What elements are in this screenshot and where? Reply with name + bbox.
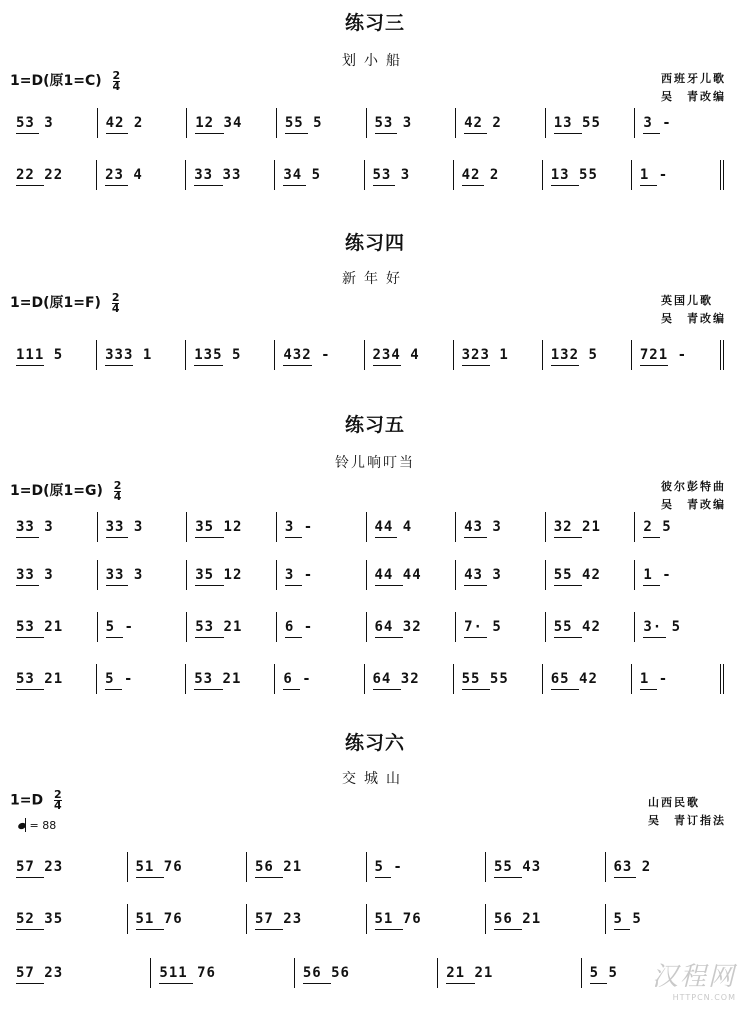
measure-notes: 53 3 [372, 167, 411, 183]
measure [96, 160, 185, 190]
measure [455, 560, 545, 590]
key-text: 1=D [10, 792, 44, 809]
song-title: 铃儿响叮当 [335, 455, 415, 471]
measure-notes: 2 5 [643, 519, 672, 535]
measure [276, 512, 366, 542]
measure-notes: 3 - [284, 567, 314, 583]
measure-notes: 7· 5 [464, 619, 502, 635]
credit-line: 英国儿歌 [661, 294, 713, 307]
measure-notes: 42 2 [461, 167, 500, 183]
measure [485, 904, 605, 934]
measure [186, 108, 276, 138]
measure [453, 664, 542, 694]
staff-row [14, 560, 724, 590]
measure [366, 904, 486, 934]
measure-notes: 42 2 [105, 115, 144, 131]
key-signature [10, 70, 120, 92]
measure [14, 512, 97, 542]
credit-line: 彼尔彭特曲 [661, 480, 726, 493]
measure [366, 108, 456, 138]
exercise-title: 练习四 [344, 232, 405, 254]
measure-notes: 3· 5 [643, 619, 682, 635]
measure-notes: 721 - [639, 347, 688, 363]
measure-notes: 6 - [284, 619, 314, 635]
measure [185, 340, 274, 370]
measure [14, 664, 96, 694]
key-text: 1=D(原1=F) [10, 295, 101, 311]
exercise-title: 练习六 [344, 732, 405, 754]
measure [185, 664, 274, 694]
staff-row [14, 612, 724, 642]
measure [14, 340, 96, 370]
measure-notes: 33 33 [194, 167, 242, 183]
time-signature: $\frac{2}{4}$ [111, 290, 120, 315]
measure-notes: 53 21 [16, 619, 64, 635]
credit-line: 吴 青改编 [661, 90, 726, 103]
measure-notes: 55 42 [553, 567, 601, 583]
watermark-url: HTTPCN.COM [672, 993, 736, 1002]
measure-notes: 55 43 [494, 859, 542, 875]
measure-notes: 55 42 [553, 619, 601, 635]
measure-notes: 3 - [284, 519, 314, 535]
measure [14, 108, 97, 138]
measure-notes: 5 - [105, 619, 134, 635]
measure [150, 958, 293, 988]
measure-notes: 53 3 [374, 115, 413, 131]
measure [364, 160, 453, 190]
measure [366, 852, 486, 882]
key-signature [10, 292, 119, 314]
staff-row [14, 160, 724, 190]
measure [455, 512, 545, 542]
measure [276, 108, 366, 138]
measure [274, 664, 363, 694]
staff-row [14, 512, 724, 542]
credit [661, 478, 726, 514]
measure-notes: 32 21 [553, 519, 601, 535]
key-text: 1=D(原1=G) [10, 483, 103, 499]
time-signature: $\frac{2}{4}$ [53, 788, 62, 812]
measure [455, 108, 545, 138]
measure [542, 340, 631, 370]
measure-notes: 1 - [643, 567, 672, 583]
measure [96, 664, 185, 694]
time-signature: $\frac{2}{4}$ [112, 68, 121, 93]
measure-notes: 64 32 [372, 671, 420, 687]
measure [14, 852, 127, 882]
measure [364, 340, 453, 370]
measure-notes: 42 2 [464, 115, 502, 131]
exercise-title: 练习五 [344, 414, 405, 436]
measure [186, 612, 276, 642]
quarter-note-icon [17, 822, 27, 830]
measure-notes: 6 - [283, 671, 312, 687]
measure-notes: 1 - [639, 167, 669, 183]
measure-notes: 511 76 [159, 965, 216, 981]
measure-notes: 56 21 [255, 859, 303, 875]
staff-row [14, 852, 724, 882]
measure [437, 958, 580, 988]
measure-notes: 53 21 [195, 619, 243, 635]
measure-notes: 1 - [639, 671, 669, 687]
credit [648, 794, 726, 830]
measure-notes: 52 35 [16, 911, 64, 927]
measure [127, 904, 247, 934]
measure-notes: 135 5 [194, 347, 242, 363]
song-title: 新年好 [342, 271, 408, 287]
measure [14, 160, 96, 190]
measure-notes: 51 76 [135, 911, 183, 927]
measure-notes: 5 - [374, 859, 403, 875]
measure-notes: 55 5 [284, 115, 323, 131]
measure-notes: 13 55 [553, 115, 601, 131]
measure [634, 612, 724, 642]
measure [14, 958, 150, 988]
measure [97, 108, 187, 138]
measure-notes: 55 55 [461, 671, 509, 687]
measure-notes: 333 1 [105, 347, 153, 363]
measure-notes: 43 3 [464, 519, 502, 535]
credit-line: 西班牙儿歌 [661, 72, 726, 85]
tempo-value: = 88 [29, 819, 57, 832]
measure [605, 852, 725, 882]
measure-notes: 323 1 [461, 347, 509, 363]
staff-row [14, 108, 724, 138]
measure [97, 612, 187, 642]
measure [294, 958, 437, 988]
measure-notes: 234 4 [372, 347, 420, 363]
staff-row [14, 958, 724, 988]
measure-notes: 57 23 [16, 965, 64, 981]
measure-notes: 22 22 [16, 167, 64, 183]
song-title: 划小船 [342, 53, 408, 69]
measure-notes: 56 21 [494, 911, 542, 927]
measure-notes: 35 12 [195, 567, 243, 583]
measure-notes: 57 23 [16, 859, 64, 875]
credit [661, 70, 726, 106]
measure [366, 612, 456, 642]
measure [14, 612, 97, 642]
measure [631, 160, 724, 190]
measure [545, 512, 635, 542]
measure [127, 852, 247, 882]
measure [185, 160, 274, 190]
measure [545, 108, 635, 138]
measure-notes: 21 21 [446, 965, 494, 981]
measure [97, 512, 187, 542]
measure [96, 340, 185, 370]
measure [634, 108, 724, 138]
measure [631, 340, 724, 370]
measure [634, 512, 724, 542]
measure-notes: 23 4 [105, 167, 143, 183]
measure-notes: 3 - [643, 115, 672, 131]
measure [485, 852, 605, 882]
measure-notes: 53 3 [16, 115, 54, 131]
measure [366, 560, 456, 590]
measure [366, 512, 456, 542]
measure-notes: 43 3 [464, 567, 502, 583]
measure-notes: 53 21 [194, 671, 242, 687]
measure-notes: 34 5 [283, 167, 322, 183]
measure [14, 560, 97, 590]
measure-notes: 57 23 [255, 911, 303, 927]
measure [97, 560, 187, 590]
measure-notes: 53 21 [16, 671, 64, 687]
time-signature: $\frac{2}{4}$ [113, 478, 122, 503]
measure [186, 512, 276, 542]
credit-line: 吴 青改编 [661, 312, 726, 325]
measure [545, 560, 635, 590]
watermark-text: 汉程网 [651, 962, 736, 992]
measure [545, 612, 635, 642]
measure [364, 664, 453, 694]
measure-notes: 13 55 [550, 167, 598, 183]
measure [274, 340, 363, 370]
measure-notes: 51 76 [135, 859, 183, 875]
measure-notes: 12 34 [195, 115, 243, 131]
tempo-marking [18, 818, 56, 832]
measure-notes: 64 32 [374, 619, 422, 635]
measure-notes: 63 2 [613, 859, 652, 875]
measure [542, 160, 631, 190]
measure [605, 904, 725, 934]
key-signature [10, 790, 62, 811]
measure-notes: 33 3 [16, 519, 54, 535]
measure [453, 340, 542, 370]
measure-notes: 51 76 [374, 911, 422, 927]
key-signature [10, 480, 121, 502]
credit-line: 吴 青改编 [661, 498, 726, 511]
measure-notes: 5 5 [589, 965, 618, 981]
measure-notes: 56 56 [302, 965, 350, 981]
measure-notes: 432 - [283, 347, 331, 363]
key-text: 1=D(原1=C) [10, 73, 102, 89]
measure-notes: 44 44 [374, 567, 422, 583]
measure-notes: 33 3 [105, 567, 144, 583]
measure-notes: 65 42 [550, 671, 598, 687]
staff-row [14, 340, 724, 370]
song-title: 交城山 [342, 771, 408, 787]
measure-notes: 111 5 [16, 347, 64, 363]
measure-notes: 5 - [105, 671, 134, 687]
measure [276, 612, 366, 642]
measure [274, 160, 363, 190]
measure [634, 560, 724, 590]
staff-row [14, 904, 724, 934]
measure [246, 852, 366, 882]
measure [14, 904, 127, 934]
measure [276, 560, 366, 590]
measure [453, 160, 542, 190]
measure [186, 560, 276, 590]
measure-notes: 132 5 [550, 347, 598, 363]
measure [455, 612, 545, 642]
credit [661, 292, 726, 328]
watermark-logo [652, 956, 736, 1002]
measure [542, 664, 631, 694]
measure-notes: 33 3 [105, 519, 144, 535]
exercise-title: 练习三 [344, 12, 405, 34]
measure [246, 904, 366, 934]
measure [631, 664, 724, 694]
measure-notes: 44 4 [374, 519, 413, 535]
credit-line: 山西民歌 [648, 796, 700, 809]
measure-notes: 35 12 [195, 519, 243, 535]
measure-notes: 33 3 [16, 567, 54, 583]
credit-line: 吴 青订指法 [648, 814, 726, 827]
measure-notes: 5 5 [613, 911, 642, 927]
staff-row [14, 664, 724, 694]
